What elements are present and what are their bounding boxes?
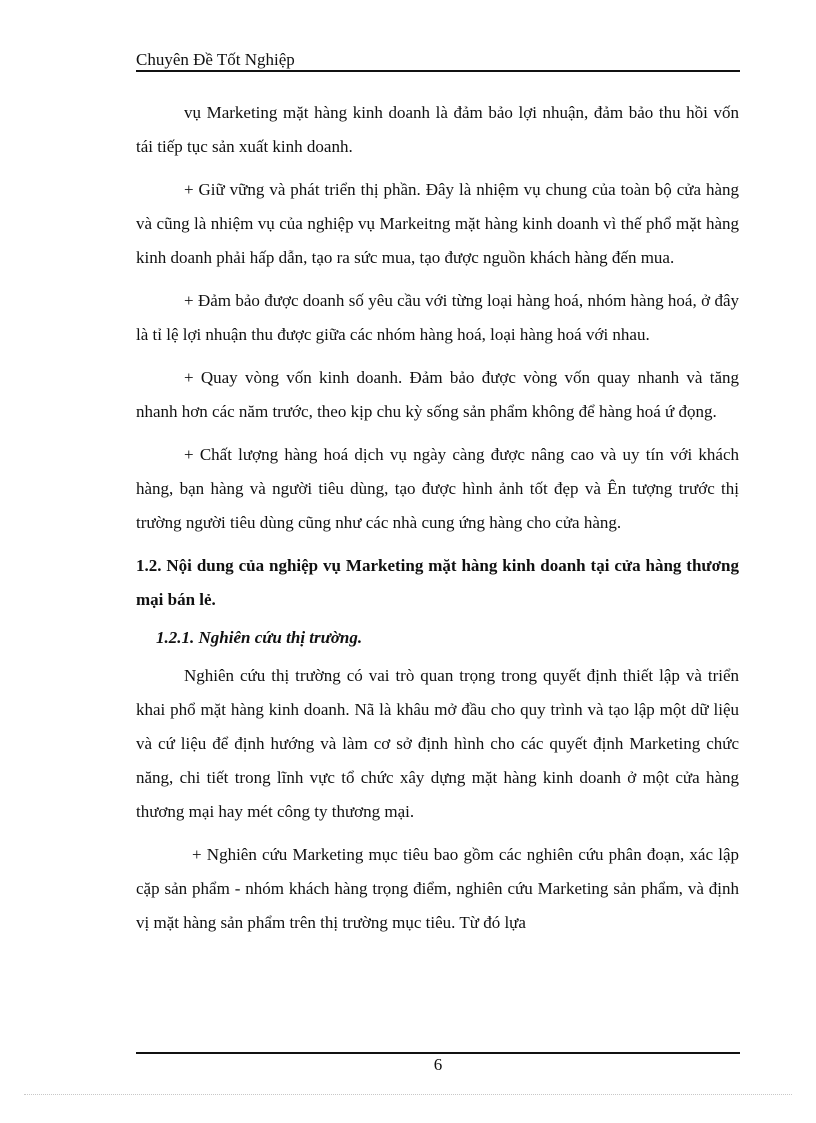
paragraph-market-share: + Giữ vững và phát triển thị phần. Đây là nhiệm vụ chung của toàn bộ cửa hàng và cũng là nhiệm vụ của nghiệp vụ Markeitng mặt hàng kinh doanh vì thế phổ mặt hàng kinh doanh phải hấp dẫn, tạo ra sức mua, tạo được nguồn khách hàng đến mua. xyxy=(136,180,739,267)
page-content xyxy=(136,96,739,949)
paragraph-continuation: vụ Marketing mặt hàng kinh doanh là đảm bảo lợi nhuận, đảm bảo thu hồi vốn tái tiếp tục sản xuất kinh doanh. xyxy=(136,103,739,156)
page-bottom-dotted-line xyxy=(24,1094,792,1095)
paragraph-sales-target: + Đảm bảo được doanh số yêu cầu với từng loại hàng hoá, nhóm hàng hoá, ở đây là tỉ lệ lợi nhuận thu được giữa các nhóm hàng hoá, loại hàng hoá với nhau. xyxy=(136,291,739,344)
page-number: 6 xyxy=(433,1055,443,1074)
header-title: Chuyên Đề Tốt Nghiệp xyxy=(136,50,295,69)
paragraph-capital-turnover: + Quay vòng vốn kinh doanh. Đảm bảo được vòng vốn quay nhanh và tăng nhanh hơn các năm trước, theo kịp chu kỳ sống sản phẩm không để hàng hoá ứ đọng. xyxy=(136,368,739,421)
footer-rule xyxy=(136,1052,740,1054)
page-header xyxy=(136,48,740,72)
paragraph-market-research: Nghiên cứu thị trường có vai trò quan trọng trong quyết định thiết lập và triển khai phổ mặt hàng kinh doanh. Nã là khâu mở đầu cho quy trình và tạo lập một dữ liệu và cứ liệu để định hướng và làm cơ sở định hình cho các quyết định Marketing chức năng, chi tiết trong lĩnh vực tổ chức xây dựng mặt hàng kinh doanh ở một cửa hàng thương mại hay mét công ty thương mại. xyxy=(136,666,739,821)
section-heading-1-2: 1.2. Nội dung của nghiệp vụ Marketing mặt hàng kinh doanh tại cửa hàng thương mại bán lẻ. xyxy=(136,556,739,609)
section-heading-1-2-1: 1.2.1. Nghiên cứu thị trường. xyxy=(156,628,363,647)
paragraph-target-marketing: + Nghiên cứu Marketing mục tiêu bao gồm các nghiên cứu phân đoạn, xác lập cặp sản phẩm - nhóm khách hàng trọng điểm, nghiên cứu Marketing sản phẩm, và định vị mặt hàng sản phẩm trên thị trường mục tiêu. Từ đó lựa xyxy=(136,845,739,932)
paragraph-service-quality: + Chất lượng hàng hoá dịch vụ ngày càng được nâng cao và uy tín với khách hàng, bạn hàng và người tiêu dùng, tạo được hình ảnh tốt đẹp và Ên tượng trước thị trường người tiêu dùng cũng như các nhà cung ứng hàng cho cửa hàng. xyxy=(136,445,739,532)
